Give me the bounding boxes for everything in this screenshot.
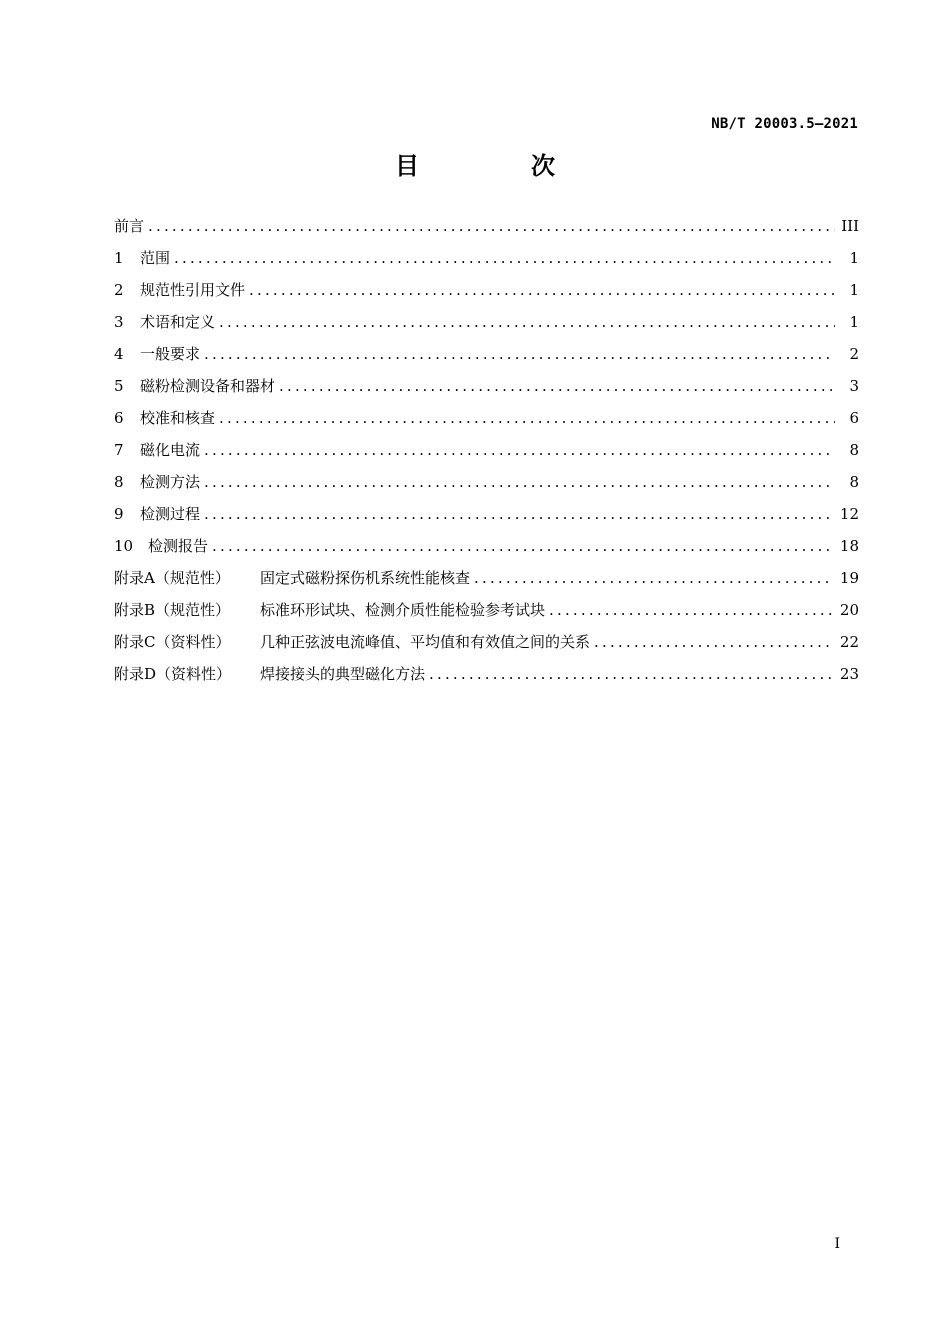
toc-entry-page: 2 xyxy=(849,345,859,363)
toc-entry-page: 20 xyxy=(839,601,859,619)
toc-entry-title: 标准环形试块、检测介质性能检验参考试块 xyxy=(260,601,546,619)
toc-entry-page: 8 xyxy=(849,441,859,459)
toc-entry-foreword[interactable] xyxy=(114,210,859,242)
toc-entry-appendix-a[interactable] xyxy=(114,562,859,594)
toc-leader-dots xyxy=(204,338,835,370)
toc-entry-page: 19 xyxy=(839,569,859,587)
toc-appendix-label: 附录A（规范性） xyxy=(114,569,230,587)
page-title: 目 次 xyxy=(395,152,599,180)
toc-leader-dots xyxy=(279,370,835,402)
toc-entry-title: 检测方法 xyxy=(140,473,201,491)
standard-number: NB/T 20003.5—2021 xyxy=(711,116,858,132)
toc-entry-page: 3 xyxy=(849,377,859,395)
toc-entry-test-process[interactable] xyxy=(114,498,859,530)
toc-entry-number: 4 xyxy=(114,345,124,363)
toc-leader-dots xyxy=(174,242,835,274)
toc-leader-dots xyxy=(594,626,834,658)
toc-leader-dots xyxy=(219,402,835,434)
toc-leader-dots xyxy=(148,210,835,242)
toc-entry-page: 18 xyxy=(839,537,859,555)
toc-leader-dots xyxy=(204,466,835,498)
toc-entry-number: 9 xyxy=(114,505,124,523)
toc-entry-page: III xyxy=(841,217,859,235)
toc-entry-title: 磁化电流 xyxy=(140,441,201,459)
toc-leader-dots xyxy=(249,274,835,306)
toc-leader-dots xyxy=(474,562,834,594)
toc-entry-appendix-d[interactable] xyxy=(114,658,859,690)
toc-entry-title: 焊接接头的典型磁化方法 xyxy=(260,665,426,683)
toc-entry-page: 1 xyxy=(849,281,859,299)
toc-leader-dots xyxy=(204,434,835,466)
toc-leader-dots xyxy=(212,530,834,562)
toc-leader-dots xyxy=(204,498,834,530)
toc-leader-dots xyxy=(219,306,835,338)
table-of-contents xyxy=(114,210,859,690)
toc-entry-test-report[interactable] xyxy=(114,530,859,562)
toc-entry-number: 5 xyxy=(114,377,124,395)
toc-entry-page: 6 xyxy=(849,409,859,427)
toc-entry-equipment[interactable] xyxy=(114,370,859,402)
toc-entry-number: 1 xyxy=(114,249,124,267)
toc-entry-normative-references[interactable] xyxy=(114,274,859,306)
toc-entry-page: 1 xyxy=(849,313,859,331)
toc-entry-title: 前言 xyxy=(114,217,145,235)
toc-entry-scope[interactable] xyxy=(114,242,859,274)
toc-appendix-label: 附录D（资料性） xyxy=(114,665,232,683)
toc-entry-general-requirements[interactable] xyxy=(114,338,859,370)
toc-entry-magnetizing-current[interactable] xyxy=(114,434,859,466)
toc-appendix-label: 附录C（资料性） xyxy=(114,633,231,651)
page-number: I xyxy=(834,1236,840,1252)
toc-entry-terms-definitions[interactable] xyxy=(114,306,859,338)
toc-leader-dots xyxy=(429,658,834,690)
toc-entry-number: 3 xyxy=(114,313,124,331)
toc-entry-number: 10 xyxy=(114,537,134,555)
toc-entry-test-methods[interactable] xyxy=(114,466,859,498)
toc-entry-title: 几种正弦波电流峰值、平均值和有效值之间的关系 xyxy=(260,633,591,651)
toc-entry-page: 8 xyxy=(849,473,859,491)
toc-entry-number: 2 xyxy=(114,281,124,299)
toc-entry-appendix-c[interactable] xyxy=(114,626,859,658)
toc-entry-title: 固定式磁粉探伤机系统性能核查 xyxy=(260,569,471,587)
toc-entry-page: 12 xyxy=(839,505,859,523)
toc-entry-title: 检测报告 xyxy=(148,537,209,555)
toc-leader-dots xyxy=(549,594,834,626)
toc-entry-appendix-b[interactable] xyxy=(114,594,859,626)
toc-entry-title: 校准和核查 xyxy=(140,409,216,427)
toc-entry-title: 一般要求 xyxy=(140,345,201,363)
toc-entry-number: 6 xyxy=(114,409,124,427)
toc-entry-page: 1 xyxy=(849,249,859,267)
toc-entry-number: 8 xyxy=(114,473,124,491)
toc-entry-calibration[interactable] xyxy=(114,402,859,434)
toc-entry-title: 检测过程 xyxy=(140,505,201,523)
toc-entry-page: 22 xyxy=(839,633,859,651)
toc-entry-title: 规范性引用文件 xyxy=(140,281,246,299)
toc-entry-title: 范围 xyxy=(140,249,171,267)
toc-entry-title: 术语和定义 xyxy=(140,313,216,331)
toc-entry-number: 7 xyxy=(114,441,124,459)
toc-appendix-label: 附录B（规范性） xyxy=(114,601,231,619)
toc-entry-page: 23 xyxy=(839,665,859,683)
toc-entry-title: 磁粉检测设备和器材 xyxy=(140,377,276,395)
